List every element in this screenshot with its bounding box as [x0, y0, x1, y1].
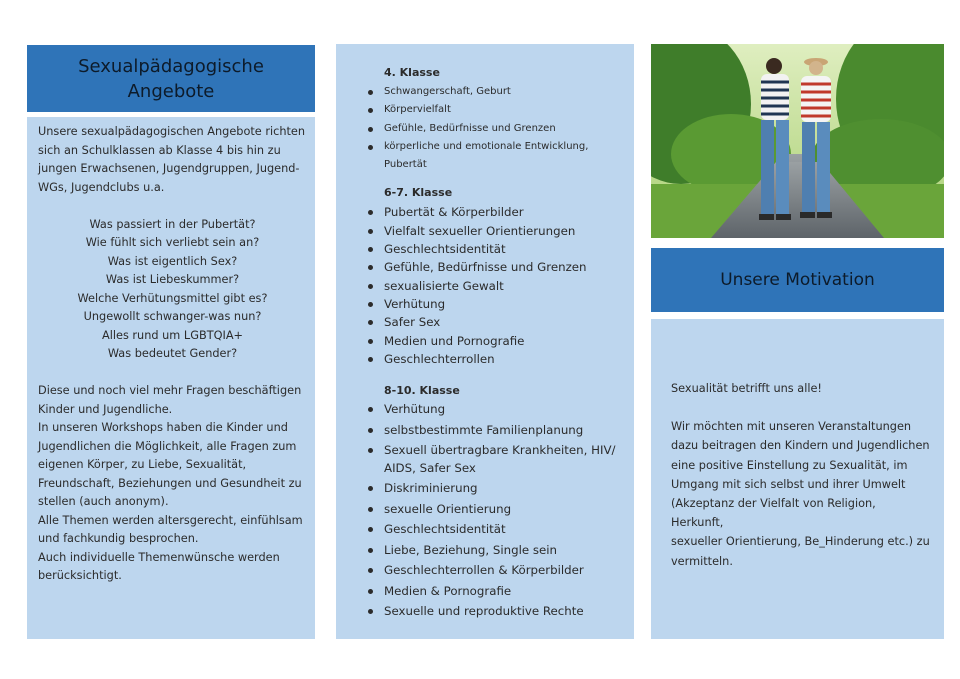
- closing-line: Alle Themen werden altersgerecht, einfühlsam: [38, 513, 303, 527]
- list-item: Vielfalt sexueller Orientierungen: [366, 222, 624, 240]
- question-line: Alles rund um LGBTQIA+: [101, 328, 244, 342]
- topics-panel: [336, 44, 634, 639]
- list-item: Schwangerschaft, Geburt: [366, 83, 624, 101]
- question-line: Was bedeutet Gender?: [107, 347, 238, 360]
- offers-title-box: [27, 45, 315, 112]
- list-item: sexualisierte Gewalt: [366, 277, 624, 295]
- intro-line: WGs, Jugendclubs u.a.: [38, 180, 165, 194]
- list-item: Geschlechtsidentität: [366, 240, 624, 258]
- closing-line: eigenen Körper, zu Liebe, Sexualität,: [38, 458, 247, 471]
- list-item: Geschlechtsidentität: [366, 521, 624, 539]
- list-item: Körpervielfalt: [366, 101, 624, 119]
- list-item: selbstbestimmte Familienplanung: [366, 422, 624, 440]
- list-item: Safer Sex: [366, 313, 624, 331]
- question-line: Was passiert in der Pubertät?: [89, 217, 256, 231]
- motivation-line: (Akzeptanz der Vielfalt von Religion, Herkunft,: [671, 497, 876, 530]
- list-item: Diskriminierung: [366, 480, 624, 498]
- motivation-line: sexueller Orientierung, Be_Hinderung etc.) zu: [671, 535, 930, 549]
- section-heading-class-4: 4. Klasse: [384, 66, 440, 79]
- motivation-title-box: [651, 248, 944, 312]
- question-line: Wie fühlt sich verliebt sein an?: [85, 236, 260, 249]
- closing-line: berücksichtigt.: [38, 569, 122, 582]
- closing-line: Diese und noch viel mehr Fragen beschäftigen: [38, 384, 302, 397]
- closing-line: und fachkundig besprochen.: [38, 532, 199, 545]
- topics-list-class-4: [366, 83, 624, 174]
- question-line: Was ist eigentlich Sex?: [107, 254, 238, 268]
- motivation-line: vermitteln.: [671, 554, 733, 568]
- list-item: Geschlechterrollen: [366, 350, 624, 368]
- topics-list-class-6-7: [366, 203, 624, 368]
- list-item: Liebe, Beziehung, Single sein: [366, 542, 624, 560]
- question-line: Welche Verhütungsmittel gibt es?: [77, 291, 268, 305]
- list-item: Geschlechterrollen & Körperbilder: [366, 562, 624, 580]
- offers-title: Sexualpädagogische Angebote: [78, 55, 264, 102]
- question-line: Ungewollt schwanger-was nun?: [83, 310, 262, 323]
- section-heading-class-6-7: 6-7. Klasse: [384, 186, 453, 200]
- motivation-line: eine positive Einstellung zu Sexualität, im: [671, 458, 908, 472]
- closing-line: Kinder und Jugendliche.: [38, 402, 173, 416]
- list-item: Medien & Pornografie: [366, 583, 624, 601]
- list-item: körperliche und emotionale Entwicklung, Pubertät: [366, 138, 624, 175]
- closing-line: Auch individuelle Themenwünsche werden: [38, 550, 280, 564]
- topics-list-class-8-10: [366, 401, 624, 621]
- list-item: Pubertät & Körperbilder: [366, 203, 624, 221]
- list-item: Sexuelle und reproduktive Rechte: [366, 603, 624, 621]
- closing-line: In unseren Workshops haben die Kinder und: [38, 421, 288, 434]
- section-heading-class-8-10: 8-10. Klasse: [384, 384, 460, 398]
- list-item: Verhütung: [366, 401, 624, 419]
- motivation-title: Unsere Motivation: [720, 270, 875, 290]
- list-item: Gefühle, Bedürfnisse und Grenzen: [366, 258, 624, 276]
- motivation-lead: Sexualität betrifft uns alle!: [671, 382, 822, 395]
- intro-line: Unsere sexualpädagogischen Angebote richten: [38, 125, 306, 138]
- closing-line: stellen (auch anonym).: [38, 495, 169, 508]
- motivation-text-panel: [651, 319, 944, 639]
- list-item: sexuelle Orientierung: [366, 501, 624, 519]
- list-item: Verhütung: [366, 295, 624, 313]
- closing-line: Freundschaft, Beziehungen und Gesundheit zu: [38, 476, 302, 490]
- photo-illustration: [651, 44, 944, 238]
- list-item: Sexuell übertragbare Krankheiten, HIV/ AIDS, Safer Sex: [366, 442, 619, 477]
- motivation-line: Umgang mit sich selbst und ihrer Umwelt: [671, 477, 906, 491]
- couple-photo: [651, 44, 944, 238]
- list-item: Medien und Pornografie: [366, 332, 624, 350]
- closing-line: Jugendlichen die Möglichkeit, alle Fragen zum: [38, 439, 297, 453]
- intro-line: jungen Erwachsenen, Jugendgruppen, Jugend-: [38, 162, 300, 175]
- intro-line: sich an Schulklassen ab Klasse 4 bis hin zu: [38, 143, 281, 157]
- list-item: Gefühle, Bedürfnisse und Grenzen: [366, 120, 624, 138]
- motivation-line: Wir möchten mit unseren Veranstaltungen: [671, 420, 912, 434]
- offers-text-panel: [27, 117, 315, 639]
- motivation-line: dazu beitragen den Kindern und Jugendlichen: [671, 439, 930, 453]
- question-line: Was ist Liebeskummer?: [105, 273, 240, 286]
